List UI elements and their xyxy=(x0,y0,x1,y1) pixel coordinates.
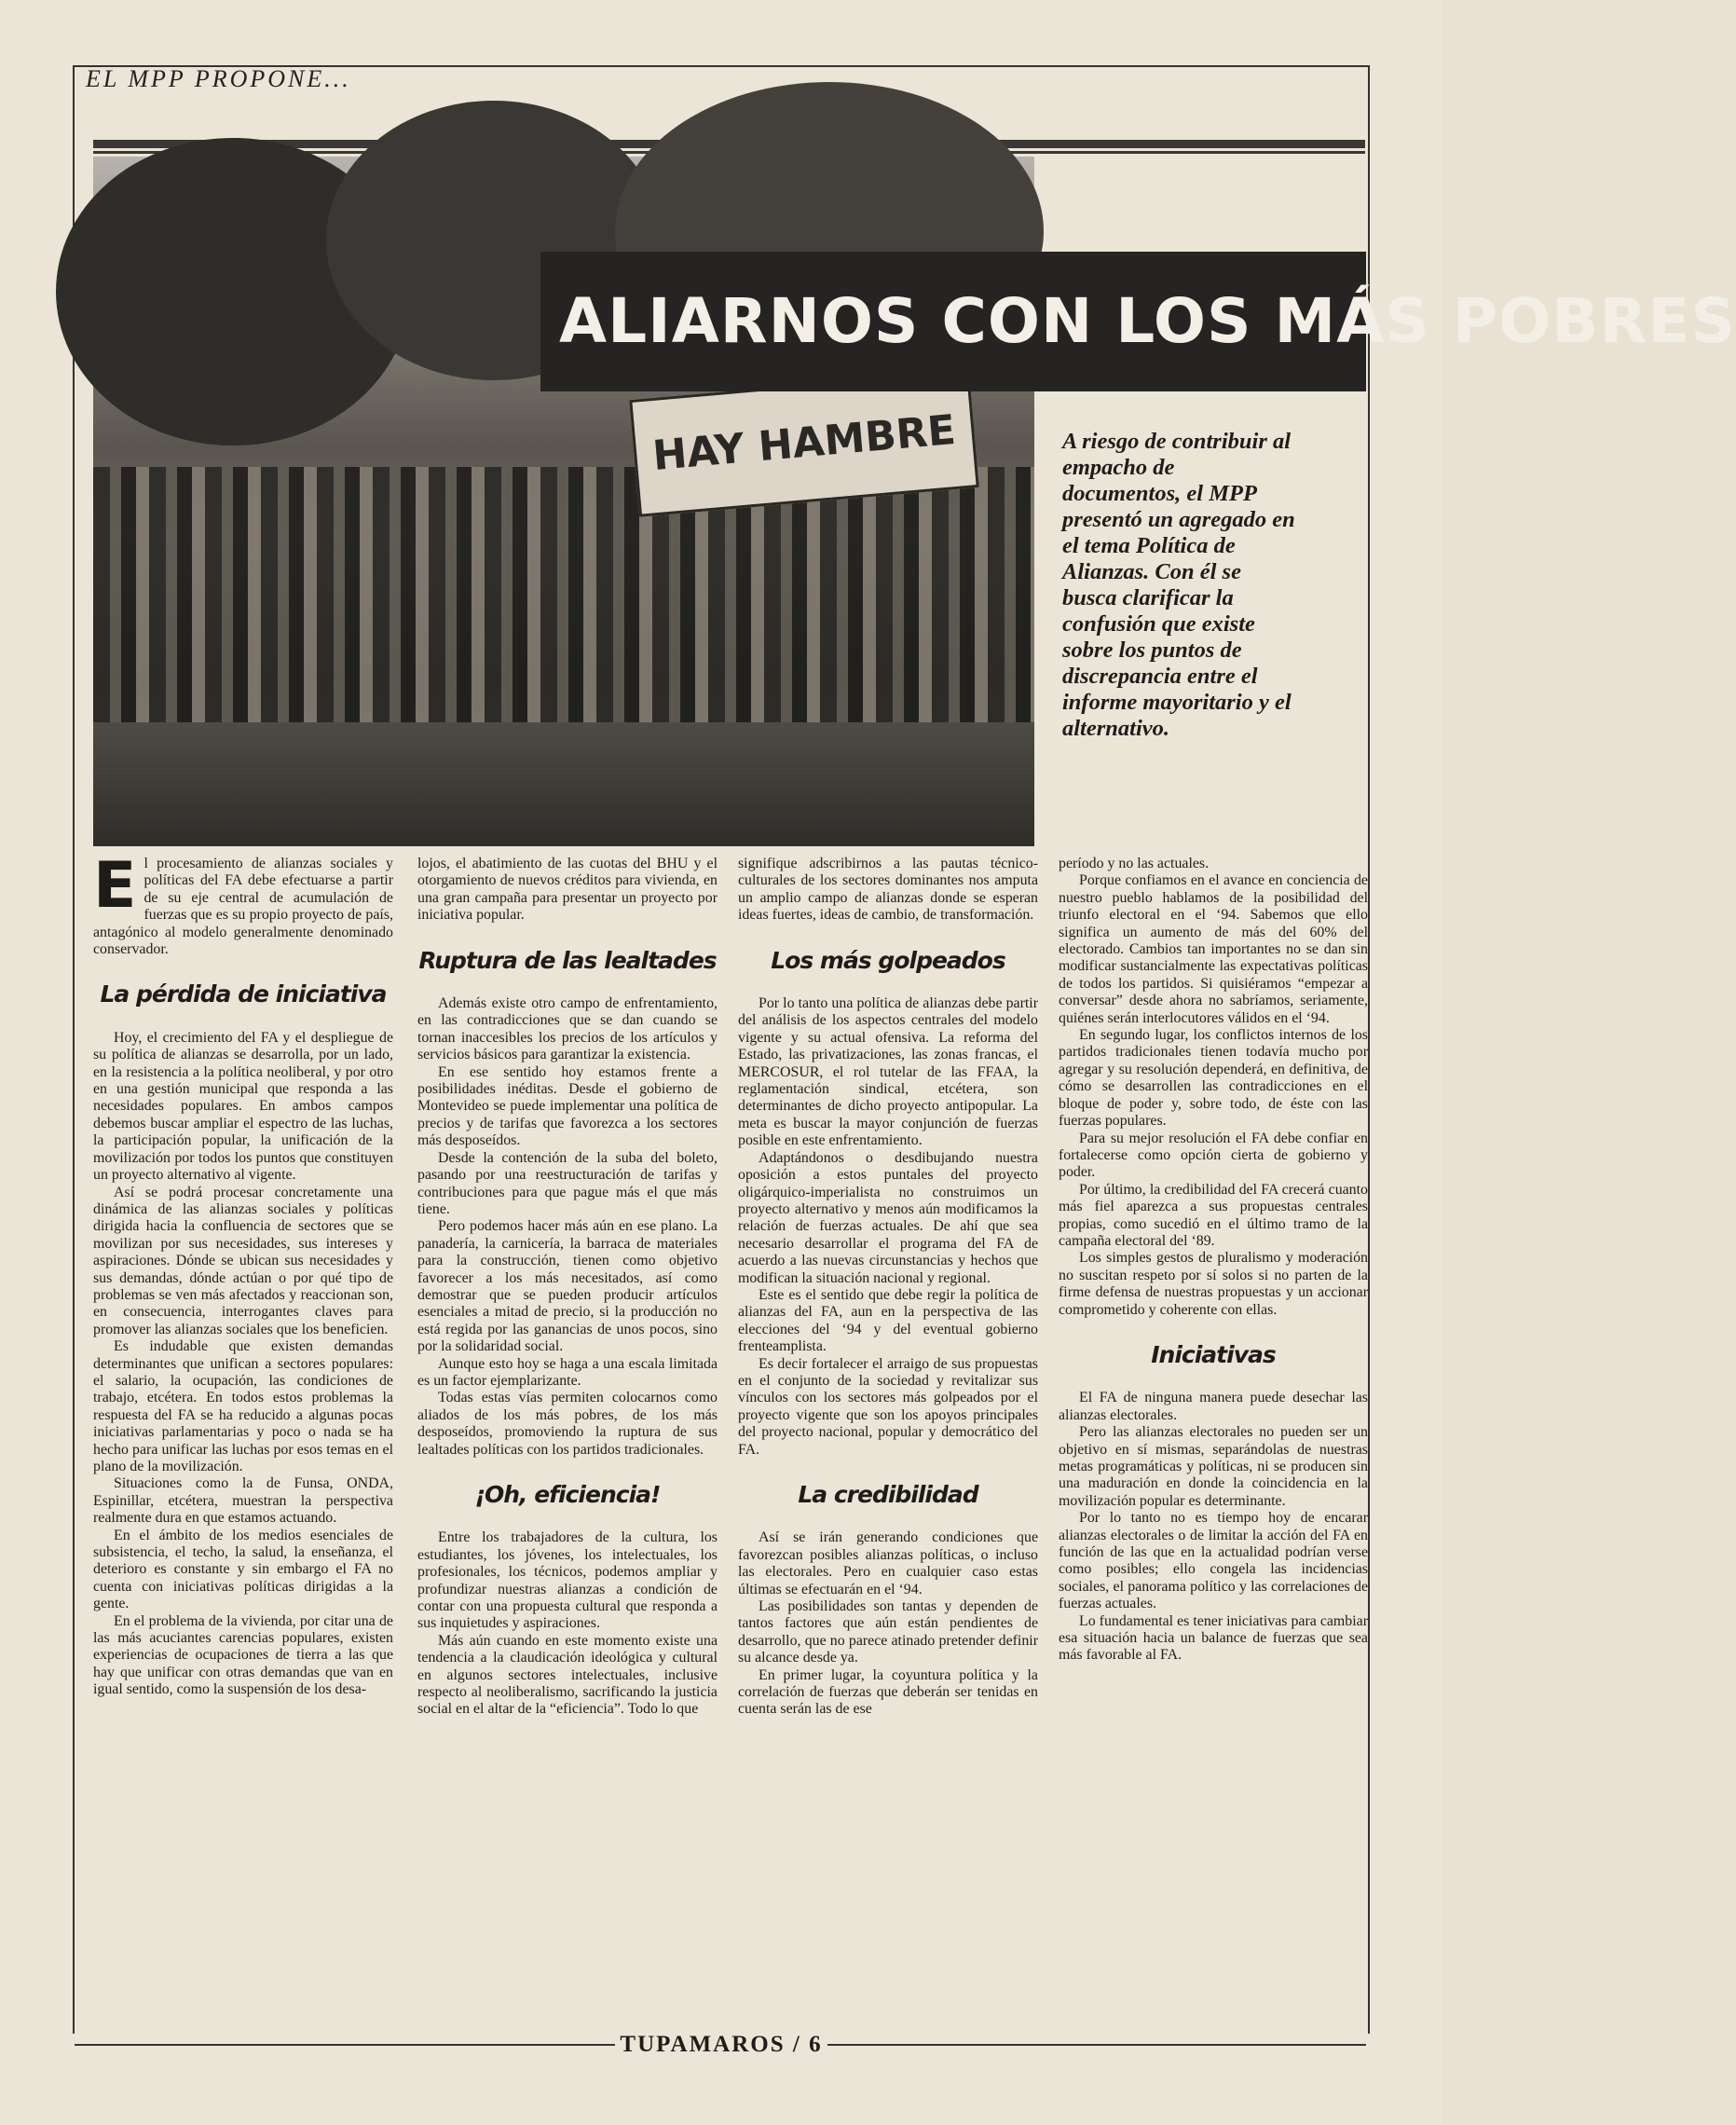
sign-text: HAY HAMBRE xyxy=(650,405,958,481)
paragraph: Porque confiamos en el avance en conciencia de nuestro pueblo hablamos de la posibilidad del triunfo electoral en el ‘94. Sabemos que ello significa un aumento de más del 60% del electorado. Cambios tan importantes no se dan sin modificar sustancialmente las expectativas políticas de todos los partidos. Si quisiéramos “empezar a conversar” desde ahora no sabríamos, seriamente, quiénes serán interlocutores válidos en el ‘94. xyxy=(1059,872,1368,1026)
paragraph: período y no las actuales. xyxy=(1059,856,1210,871)
section-kicker: EL MPP PROPONE... xyxy=(86,65,351,92)
subheading: La pérdida de iniciativa xyxy=(100,980,387,1008)
page-footer: TUPAMAROS / 6 xyxy=(620,2032,823,2057)
paragraph: Los simples gestos de pluralismo y moderación no suscitan respeto por sí solos si no parten de la firme defensa de nuestras propuestas y un accionar comprometido y coherente con ellas. xyxy=(1059,1250,1368,1318)
deck-subtitle: A riesgo de contribuir al empacho de documentos, el MPP presentó un agregado en el tema Política de Alianzas. Con él se busca clarificar la confusión que existe sobre los puntos de discrepancia entre el informe mayoritario y el alternativo. xyxy=(1062,429,1295,741)
paragraph: El FA de ninguna manera puede desechar las alianzas electorales. xyxy=(1059,1390,1368,1423)
paragraph: Las posibilidades son tantas y dependen de tantos factores que aún están pendientes de desarrollo, que no parece atinado pretender definir su alcance desde ya. xyxy=(738,1598,1038,1666)
paragraph: En ese sentido hoy estamos frente a posibilidades inéditas. Desde el gobierno de Montevideo se puede implementar una política de precios y de tarifas que favorezca a los sectores más desposeídos. xyxy=(417,1063,718,1149)
subheading: Los más golpeados xyxy=(771,946,1005,974)
paragraph: Es decir fortalecer el arraigo de sus propuestas en el conjunto de la sociedad y revitalizar sus vínculos con los sectores más golpeados por el proyecto vigente que son los apoyos principales del proyecto nacional, popular y democrático del FA. xyxy=(738,1355,1038,1458)
paragraph: signifique adscribirnos a las pautas técnico-culturales de los sectores dominantes nos amputa un amplio campo de alianzas donde se esperan ideas fuertes, ideas de cambio, de transformación. xyxy=(738,856,1038,924)
paragraph: Por último, la credibilidad del FA crecerá cuanto más fiel aparezca a sus propuestas centrales propias, como sucedió en el último tramo de la campaña electoral del ‘89. xyxy=(1059,1181,1368,1249)
paragraph: En el problema de la vivienda, por citar una de las más acuciantes carencias populares, existen experiencias de ocupaciones de tierra a las que hay que unificar con otras demandas que van en igual sentido, como la suspensión de los desa- xyxy=(93,1612,393,1698)
subheading: ¡Oh, eficiencia! xyxy=(474,1481,661,1508)
paragraph: lojos, el abatimiento de las cuotas del BHU y el otorgamiento de nuevos créditos para vivienda, en una gran campaña para presentar un proyecto por iniciativa popular. xyxy=(417,856,718,924)
paragraph: Lo fundamental es tener iniciativas para cambiar esa situación hacia un balance de fuerzas que sea más favorable al FA. xyxy=(1059,1612,1368,1664)
paragraph: Para su mejor resolución el FA debe confiar en fortalecerse como opción cierta de gobierno y poder. xyxy=(1059,1130,1368,1181)
paragraph: Pero las alianzas electorales no pueden ser un objetivo en sí mismas, separándolas de nuestras metas programáticas y políticas, ni se producen sin una maduración en donde la coincidencia en la movilización popular es determinante. xyxy=(1059,1424,1368,1509)
paragraph: Hoy, el crecimiento del FA y el despliegue de su política de alianzas se desarrolla, por un lado, en la resistencia a la política neoliberal, y por otro en una gestión municipal que responda a las necesidades populares. En ambos campos debemos buscar ampliar el espectro de las luchas, la participación popular, la unificación de la movilización por todos los puntos que constituyen un proyecto alternativo al vigente. xyxy=(93,1029,393,1184)
subheading: La credibilidad xyxy=(798,1481,978,1508)
paragraph: Aunque esto hoy se haga a una escala limitada es un factor ejemplarizante. xyxy=(417,1355,718,1389)
paragraph: Por lo tanto no es tiempo hoy de encarar alianzas electorales o de limitar la acción del FA en función de las que en la actualidad podrían verse como posibles; ello congela las incidencias sociales, el panorama político y las correlaciones de fuerzas actuales. xyxy=(1059,1510,1368,1612)
paragraph: Adaptándonos o desdibujando nuestra oposición a estos puntales del proyecto oligárquico-imperialista no construimos un proyecto alternativo y menos aún modificamos la relación de fuerzas actuales. De ahí que sea necesario desarrollar el programa del FA de acuerdo a las nuevas circunstancias y hechos que modifican la situación nacional y regional. xyxy=(738,1149,1038,1286)
paragraph: En primer lugar, la coyuntura política y la correlación de fuerzas que deberán ser tenidas en cuenta serán las de ese xyxy=(738,1666,1038,1718)
paragraph: Todas estas vías permiten colocarnos como aliados de los más pobres, de los más desposeídos, promoviendo la ruptura de sus lealtades políticas con los partidos tradicionales. xyxy=(417,1390,718,1458)
paragraph: Es indudable que existen demandas determinantes que unifican a sectores populares: el salario, la ocupación, las condiciones de trabajo, etcétera. En todos estos problemas la respuesta del FA se ha reducido a algunas pocas iniciativas parlamentarias y poco o nada se ha hecho para unificar las luchas por esos temas en el plano de la movilización. xyxy=(93,1338,393,1474)
paragraph: Situaciones como la de Funsa, ONDA, Espinillar, etcétera, muestran la perspectiva realmente dura en que estamos actuando. xyxy=(93,1475,393,1527)
paragraph: Más aún cuando en este momento existe una tendencia a la claudicación ideológica y cultural en algunos sectores intelectuales, inclusive respecto al neoliberalismo, sacrificando la justicia social en el altar de la “eficiencia”. Todo lo que xyxy=(417,1632,718,1718)
paragraph: l procesamiento de alianzas sociales y políticas del FA debe efectuarse a partir de su eje central de acumulación de fuerzas que es su propio proyecto de país, antagónico al modelo generalmente denominado conservador. xyxy=(93,856,393,958)
paragraph: En segundo lugar, los conflictos internos de los partidos tradicionales tienen todavía mucho por agregar y su resolución dependerá, en definitiva, de cómo se desarrollen las contradicciones en el bloque de poder y, sobre todo, de éste con las fuerzas populares. xyxy=(1059,1027,1368,1130)
column-2 xyxy=(417,856,718,1719)
paragraph: Así se podrá procesar concretamente una dinámica de las alianzas sociales y políticas dirigida hacia la confluencia de sectores que se movilizan por sus necesidades, sus intereses y aspiraciones. Dónde se ubican sus necesidades y sus demandas, dónde actúan o por qué tipo de problemas se ven más afectados y reaccionan son, en consecuencia, interrogantes claves para promover las alianzas sociales que los beneficien. xyxy=(93,1184,393,1337)
paragraph: Desde la contención de la suba del boleto, pasando por una reestructuración de tarifas y contribuciones para que pague más el que más tiene. xyxy=(417,1149,718,1217)
paragraph: Así se irán generando condiciones que favorezcan posibles alianzas políticas, o incluso las electorales. Pero en cualquier caso estas últimas se efectuarán en el ‘94. xyxy=(738,1529,1038,1597)
column-3 xyxy=(738,856,1038,1719)
subheading: Iniciativas xyxy=(1151,1340,1276,1368)
paragraph: En el ámbito de los medios esenciales de subsistencia, el techo, la salud, la enseñanza, el deterioro es constante y sin embargo el FA no cuenta con iniciativas políticas dirigidas a la gente. xyxy=(93,1527,393,1612)
paragraph: Pero podemos hacer más aún en ese plano. La panadería, la carnicería, la barraca de materiales para la construcción, tienen como objetivo favorecer a los más necesitados, así como demostrar que se pueden producir artículos esenciales a mitad de precio, si la producción no está regida por las ganancias de unos pocos, sino por la solidaridad social. xyxy=(417,1218,718,1355)
drop-cap: E xyxy=(93,849,137,923)
subheading: Ruptura de las lealtades xyxy=(418,946,717,974)
paragraph: Además existe otro campo de enfrentamiento, en las contradicciones que se dan cuando se tornan inaccesibles los precios de los artículos y servicios básicos para garantizar la existencia. xyxy=(417,995,718,1063)
column-4 xyxy=(1059,856,1368,1665)
paragraph: Este es el sentido que debe regir la política de alianzas del FA, aun en la perspectiva de las elecciones del ‘94 y del eventual gobierno frenteamplista. xyxy=(738,1286,1038,1355)
paragraph: Por lo tanto una política de alianzas debe partir del análisis de los aspectos centrales del modelo vigente y su actual ofensiva. La reforma del Estado, las privatizaciones, las zonas francas, el MERCOSUR, el rol tutelar de las FFAA, la reglamentación sindical, etcétera, son determinantes de dicho proyecto antipopular. La meta es buscar la mayor conjunción de fuerzas posible en este enfrentamiento. xyxy=(738,995,1038,1149)
headline: ALIARNOS CON LOS MÁS POBRES xyxy=(559,285,1736,357)
paragraph: Entre los trabajadores de la cultura, los estudiantes, los jóvenes, los intelectuales, los profesionales, los técnicos, podemos ampliar y profundizar nuestras alianzas a condición de contar con una propuesta cultural que responda a sus inquietudes y aspiraciones. xyxy=(417,1529,718,1632)
road-shape xyxy=(93,722,1034,846)
column-1 xyxy=(93,849,393,1699)
